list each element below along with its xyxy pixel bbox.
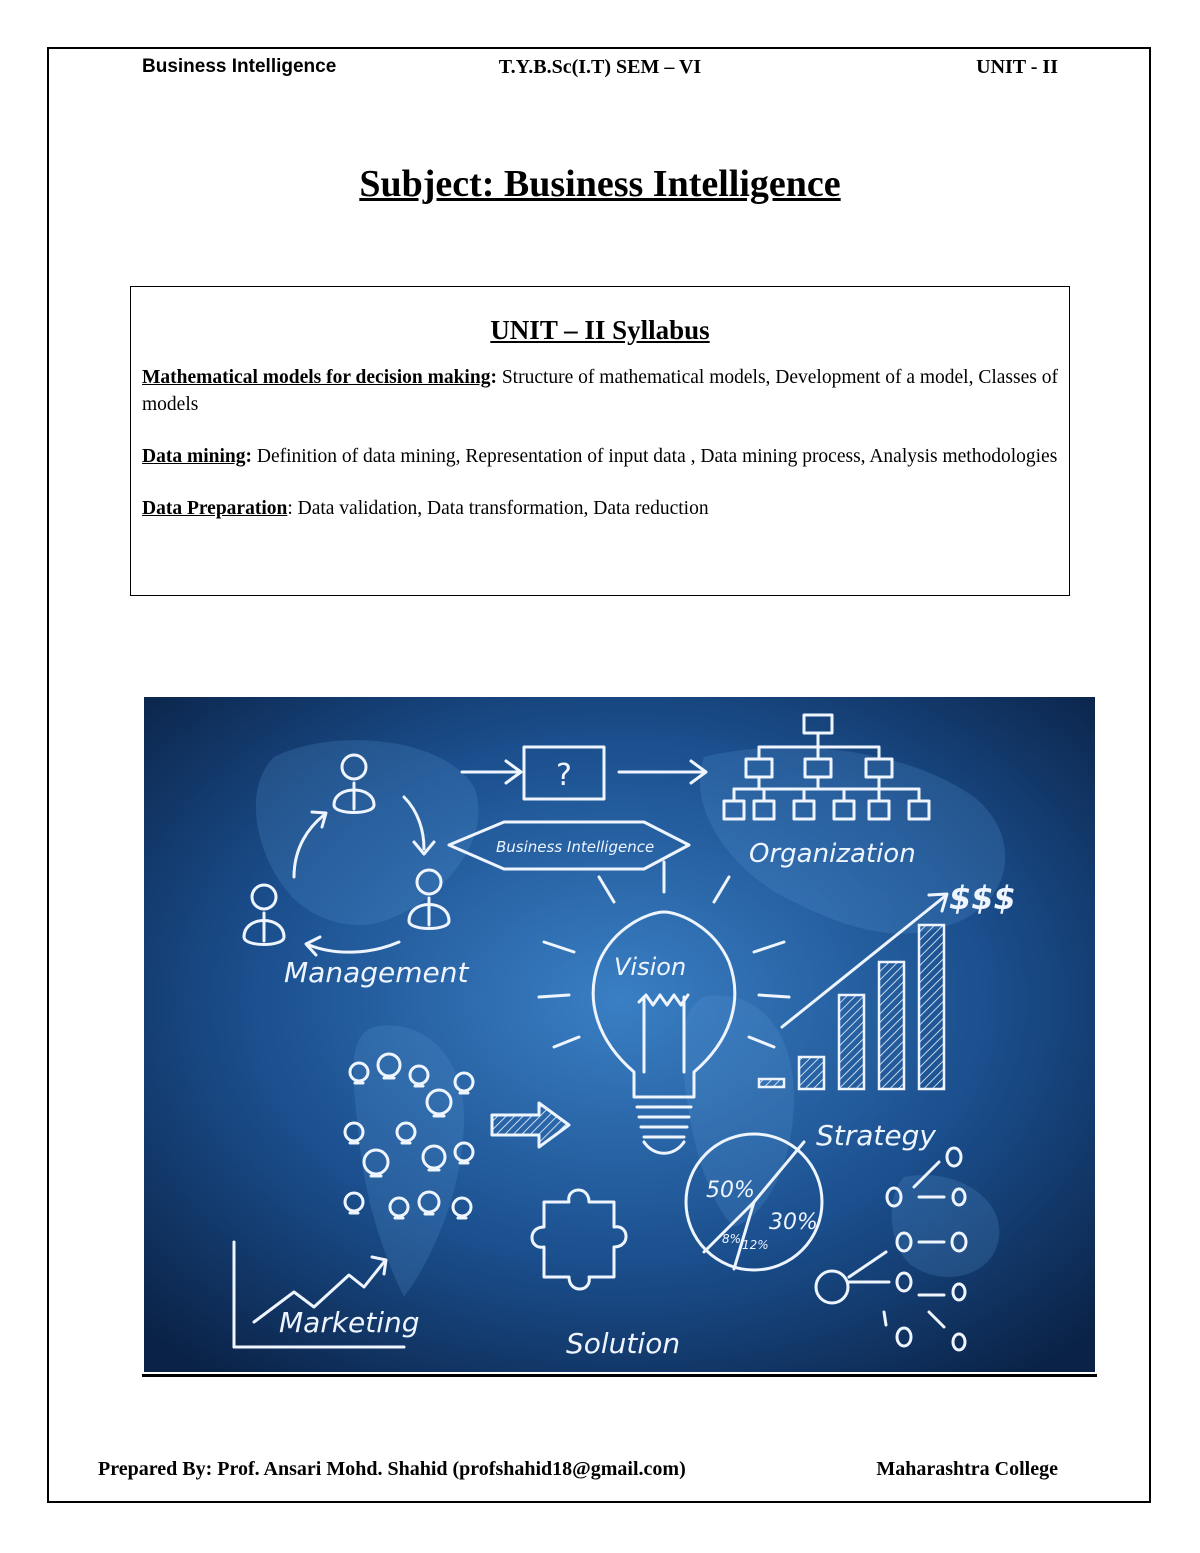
syllabus-topic: Data mining	[142, 446, 246, 467]
syllabus-heading: UNIT – II Syllabus	[490, 315, 710, 345]
topic-separator: :	[490, 367, 497, 388]
footer-college: Maharashtra College	[876, 1458, 1058, 1480]
solution-label: Solution	[566, 1327, 681, 1360]
business-intelligence-label: Business Intelligence	[496, 838, 655, 856]
syllabus-text: Data validation, Data transformation, Data reduction	[292, 498, 709, 519]
management-label: Management	[284, 956, 469, 989]
header-class: T.Y.B.Sc(I.T) SEM – VI	[498, 56, 702, 78]
marketing-label: Marketing	[279, 1306, 420, 1339]
topic-separator: :	[287, 498, 293, 519]
topic-separator: :	[245, 446, 252, 467]
header-subject: Business Intelligence	[142, 56, 337, 77]
syllabus-item-data-preparation	[142, 495, 1058, 522]
syllabus-item-math-models	[142, 364, 1058, 418]
vision-label: Vision	[614, 953, 687, 981]
pie-8-label: 8%	[722, 1232, 742, 1246]
pie-30-label: 30%	[769, 1210, 818, 1235]
header-unit: UNIT - II	[976, 56, 1058, 78]
syllabus-box	[130, 286, 1070, 596]
footer-author: Prepared By: Prof. Ansari Mohd. Shahid (profshahid18@gmail.com)	[98, 1458, 686, 1480]
business-intelligence-illustration	[144, 697, 1095, 1372]
image-underline	[142, 1374, 1097, 1377]
strategy-label: Strategy	[816, 1119, 936, 1152]
pie-50-label: 50%	[706, 1178, 755, 1203]
syllabus-text: Definition of data mining, Representation of input data , Data mining process, Analysis methodologies	[251, 446, 1058, 467]
syllabus-item-data-mining	[142, 443, 1058, 470]
pie-12-label: 12%	[742, 1238, 769, 1252]
syllabus-text: Structure of mathematical models, Development of a model, Classes of models	[142, 367, 1058, 415]
page-title: Subject: Business Intelligence	[359, 163, 841, 205]
syllabus-topic: Data Preparation	[142, 498, 288, 519]
organization-label: Organization	[749, 839, 916, 869]
syllabus-topic: Mathematical models for decision making	[142, 367, 491, 388]
dollars-label: $$$	[949, 879, 1016, 917]
question-label: ?	[556, 758, 572, 793]
